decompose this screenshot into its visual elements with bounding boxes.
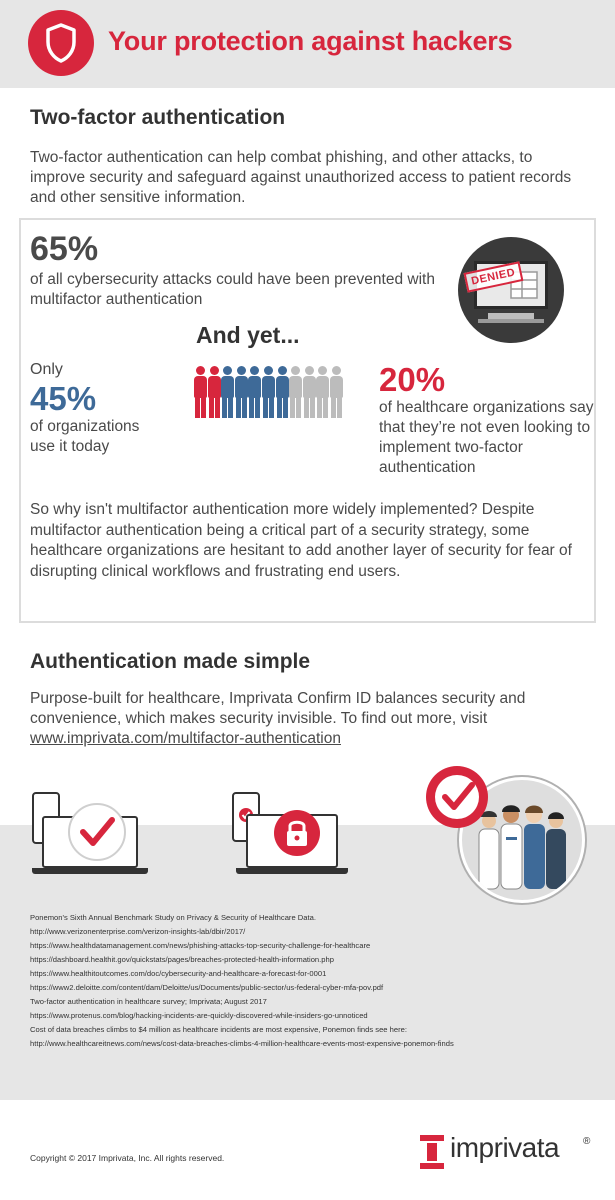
reference-item: https://www.healthitoutcomes.com/doc/cybersecurity-and-healthcare-a-forecast-for-0001 <box>30 969 327 978</box>
intro-paragraph: Two-factor authentication can help combat phishing, and other attacks, to improve security and safeguard against unauthorized access to patient records and other sensitive information. <box>30 149 572 206</box>
reference-item: http://www.healthcareitnews.com/news/cost-data-breaches-climbs-4-million-healthcare-events-most-expensive-ponemon-finds <box>30 1039 454 1048</box>
person-icon <box>276 366 289 418</box>
section-heading-authentication: Authentication made simple <box>30 650 311 673</box>
reference-item: Cost of data breaches climbs to $4 million as healthcare incidents are most expensive, Ponemon finds see here: <box>30 1025 407 1034</box>
stat-45-prefix: Only <box>30 361 63 378</box>
reference-item: Two-factor authentication in healthcare survey; Imprivata; August 2017 <box>30 997 267 1006</box>
lock-icon <box>274 810 320 856</box>
monitor-base <box>478 319 544 323</box>
stat-20-text: of healthcare organizations say that they’re not even looking to implement two-factor authentication <box>379 399 594 476</box>
reference-item: https://dashboard.healthit.gov/quickstats/pages/breaches-protected-health-information.php <box>30 955 334 964</box>
checkmark-icon <box>426 766 488 828</box>
reference-item: https://www2.deloitte.com/content/dam/Deloitte/us/Documents/public-sector/us-federal-cyber-mfa-pov.pdf <box>30 983 384 992</box>
person-icon <box>221 366 234 418</box>
copyright-text: Copyright © 2017 Imprivata, Inc. All rights reserved. <box>30 1153 225 1163</box>
reference-item: https://www.healthdatamanagement.com/news/phishing-attacks-top-security-challenge-for-healthcare <box>30 941 371 950</box>
stat-45-text <box>30 417 160 457</box>
laptop-base <box>32 868 148 874</box>
person-icon <box>194 366 207 418</box>
logo-wordmark: imprivata <box>450 1132 560 1163</box>
page-title: Your protection against hackers <box>108 26 513 56</box>
person-icon <box>330 366 343 418</box>
reference-item: Ponemon's Sixth Annual Benchmark Study on Privacy & Security of Healthcare Data. <box>30 913 316 922</box>
stat-45-text-line: of organizations use it today <box>30 418 140 455</box>
person-icon <box>208 366 221 418</box>
logo-registered-mark: ® <box>583 1136 591 1147</box>
shield-icon <box>45 23 77 63</box>
person-icon <box>303 366 316 418</box>
stat-65-text: of all cybersecurity attacks could have been prevented with multifactor authentication <box>30 271 435 308</box>
references-list <box>30 911 600 1051</box>
authentication-paragraph <box>30 689 590 749</box>
section-heading-two-factor: Two-factor authentication <box>30 106 286 129</box>
laptop-lock-icon <box>232 790 357 880</box>
people-icon-group <box>194 366 344 418</box>
reference-item: http://www.verizonenterprise.com/verizon-insights-lab/dbir/2017/ <box>30 927 246 936</box>
authentication-text: Purpose-built for healthcare, Imprivata Confirm ID balances security and convenience, which makes security invisible. To find out more, visit <box>30 690 526 727</box>
stat-20-value: 20% <box>379 361 446 398</box>
lock-circle <box>274 810 320 856</box>
check-circle <box>68 803 126 861</box>
team-check-badge <box>426 766 488 828</box>
laptop-check-icon <box>32 788 157 878</box>
stat-45-value: 45% <box>30 380 97 417</box>
checkmark-icon <box>70 805 124 859</box>
reference-item: https://www.protenus.com/blog/hacking-incidents-are-quickly-discovered-while-insiders-go-unnoticed <box>30 1011 368 1020</box>
multifactor-link[interactable]: www.imprivata.com/multifactor-authentication <box>30 730 341 747</box>
person-icon <box>289 366 302 418</box>
laptop-base-2 <box>236 868 348 874</box>
stat-65-value: 65% <box>30 230 99 268</box>
why-paragraph: So why isn't multifactor authentication more widely implemented? Despite multifactor authentication being a critical part of a security strategy, some healthcare organizations are hesitant to add another layer of security for fear of disrupting clinical workflows and frustrating end users. <box>30 501 572 580</box>
person-icon <box>262 366 275 418</box>
person-icon <box>248 366 261 418</box>
person-icon <box>235 366 248 418</box>
imprivata-logo-mark-icon <box>420 1135 444 1169</box>
person-icon <box>316 366 329 418</box>
header-band <box>0 0 615 88</box>
imprivata-logo <box>420 1131 595 1171</box>
and-yet-heading: And yet... <box>196 322 300 348</box>
denied-monitor-icon <box>458 237 564 343</box>
denied-stamp: DENIED <box>464 261 523 292</box>
shield-badge <box>28 10 94 76</box>
